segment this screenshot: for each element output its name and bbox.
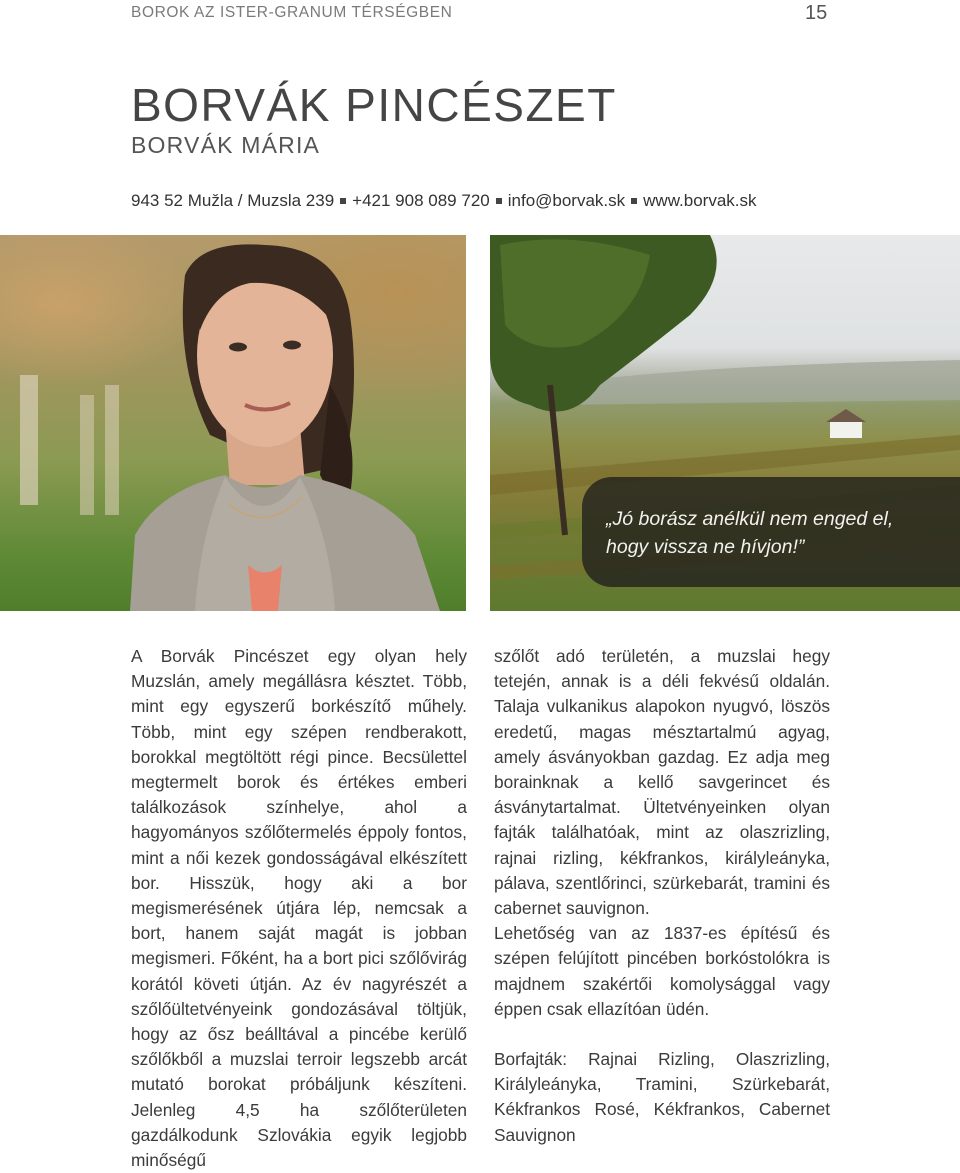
- contact-email[interactable]: info@borvak.sk: [507, 191, 626, 210]
- quote-box: [582, 477, 960, 587]
- contact-address: 943 52 Mužla / Muzsla 239: [131, 191, 335, 210]
- portrait-photo: [0, 235, 466, 611]
- winery-title: BORVÁK PINCÉSZET: [131, 79, 617, 131]
- grape-varieties: Borfajták: Rajnai Rizling, Olaszrizling, Királyleányka, Tramini, Szürkebarát, Kékfrankos Rosé, Kékfrankos, Cabernet Sauvignon: [494, 1049, 830, 1145]
- bullet-separator: [496, 198, 502, 204]
- body-paragraph: A Borvák Pincészet egy olyan hely Muzslán, amely megállásra késztet. Több, mint egy egyszerű borkészítő műhely. Több, mint egy szépen rendberakott, borokkal megtöltött régi pince. Becsülettel megtermelt borok és értékes emberi találkozások színhelye, ahol a hagyományos szőlőtermelés éppoly fontos, mint a női kezek gondosságával elkészített bor. Hisszük, hogy aki a bor megismerésének útjára lép, nemcsak a bort, hanem saját magát is jobban megismeri. Főként, ha a bort pici szőlővirág korától követi útján. Az év nagyrészét a szőlőültetvényeink gondozásával töltjük, hogy az ősz beálltával a pincébe kerülő szőlőkből a muzslai terroir legszebb arcát mutató borokat próbáljunk készíteni. Jelenleg 4,5 ha szőlőterületen gazdálkodunk Szlovákia egyik legjobb minőségű: [131, 646, 467, 1171]
- body-column-right: [494, 644, 830, 1148]
- contact-phone: +421 908 089 720: [352, 191, 490, 210]
- bullet-separator: [340, 198, 346, 204]
- running-head: BOROK AZ ISTER-GRANUM TÉRSÉGBEN: [131, 4, 453, 21]
- vineyard-landscape-photo: [490, 235, 960, 611]
- contact-line: [131, 191, 757, 211]
- winery-owner: BORVÁK MÁRIA: [131, 132, 321, 158]
- paragraph-gap: [494, 1022, 830, 1047]
- pull-quote: [606, 505, 956, 561]
- quote-line-2: hogy vissza ne hívjon!”: [606, 536, 805, 558]
- portrait-illustration: [0, 235, 466, 611]
- body-column-left: [131, 644, 467, 1173]
- page-number: 15: [805, 2, 828, 24]
- body-paragraph: szőlőt adó területén, a muzslai hegy tetején, annak is a déli fekvésű oldalán. Talaja vulkanikus alapokon nyugvó, löszös eredetű, magas mésztartalmú agyag, amely ásványokban gazdag. Ez adja meg borainknak a kellő savgerincet és ásványtartalmat. Ültetvényeinken olyan fajták találhatóak, mint az olaszrizling, rajnai rizling, kékfrankos, királyleányka, pálava, szentlőrinci, szürkebarát, tramini és cabernet sauvignon.: [494, 646, 830, 919]
- contact-website[interactable]: www.borvak.sk: [643, 191, 757, 210]
- body-paragraph: Lehetőség van az 1837-es építésű és szépen felújított pincében borkóstolókra is majdnem szakértői komolysággal vagy éppen csak ellazítóan üdén.: [494, 923, 830, 1019]
- quote-line-1: „Jó borász anélkül nem enged el,: [606, 508, 894, 530]
- bullet-separator: [631, 198, 637, 204]
